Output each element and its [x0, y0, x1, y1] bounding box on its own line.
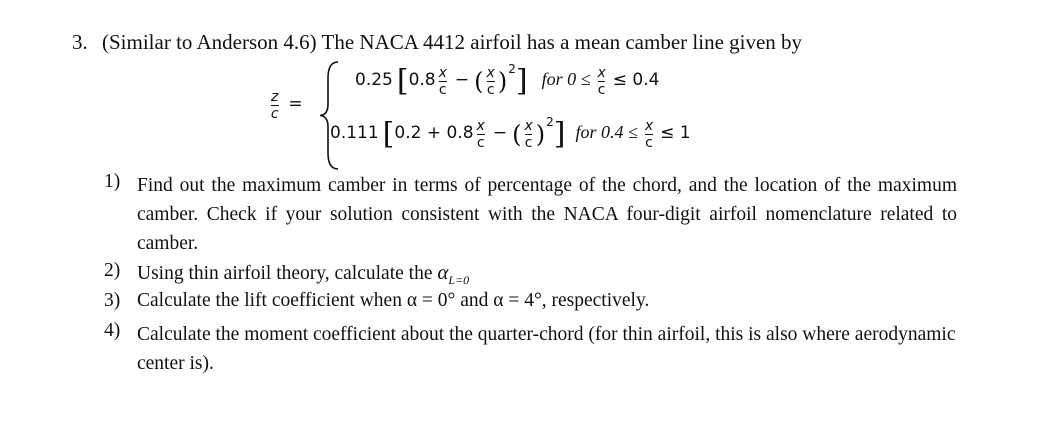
case1-coefficient: 0.25	[355, 70, 393, 91]
alpha-subscript: L=0	[448, 273, 470, 287]
equation-lhs	[268, 90, 303, 121]
item-2-number: 2)	[104, 260, 121, 281]
item-3-text: Calculate the lift coefficient when α = 0° and α = 4°, respectively.	[137, 290, 650, 311]
alpha-symbol: α	[437, 260, 449, 284]
case1-condition: for 0 ≤	[541, 69, 591, 90]
item-3-number: 3)	[104, 290, 121, 311]
equation-case-1: 0.25 [0.8 $\frac{x}{c}$ − ( $\frac{x}{c}$ )$^2$] for 0 ≤ $\frac{x}{c}$ ≤ 0.4	[355, 62, 660, 99]
problem-number: 3.	[72, 30, 88, 54]
case2-coefficient: 0.111	[330, 123, 379, 144]
item-1-text: Find out the maximum camber in terms of percentage of the chord, and the location of the maximum camber. Check if your solution consistent with the NACA four-digit airfoil nomenclature related to camber.	[137, 175, 957, 254]
problem-intro: (Similar to Anderson 4.6) The NACA 4412 airfoil has a mean camber line given by	[102, 30, 803, 54]
equals-sign: =	[288, 94, 303, 115]
equation-case-2: 0.111 [0.2 + 0.8 $\frac{x}{c}$ − ( $\frac{x}{c}$ )$^2$] for 0.4 ≤ $\frac{x}{c}$ ≤ 1	[330, 115, 691, 152]
case1-inner: 0.8	[408, 70, 436, 91]
item-1-number: 1)	[104, 171, 121, 192]
case1-upper-bound: ≤ 0.4	[612, 70, 660, 91]
item-4-number: 4)	[104, 320, 121, 341]
item-2-text: Using thin airfoil theory, calculate the $\alpha_{L=0}$	[137, 260, 470, 287]
left-brace-icon	[316, 58, 342, 173]
case2-condition: for 0.4 ≤	[575, 122, 638, 143]
lhs-numerator: z	[271, 89, 279, 105]
case2-upper-bound: ≤ 1	[660, 123, 691, 144]
lhs-denominator: c	[270, 106, 279, 122]
case2-inner: 0.2 + 0.8	[394, 123, 474, 144]
item-4-text: Calculate the moment coefficient about the quarter-chord (for thin airfoil, this is also where aerodynamic center is).	[137, 324, 956, 374]
